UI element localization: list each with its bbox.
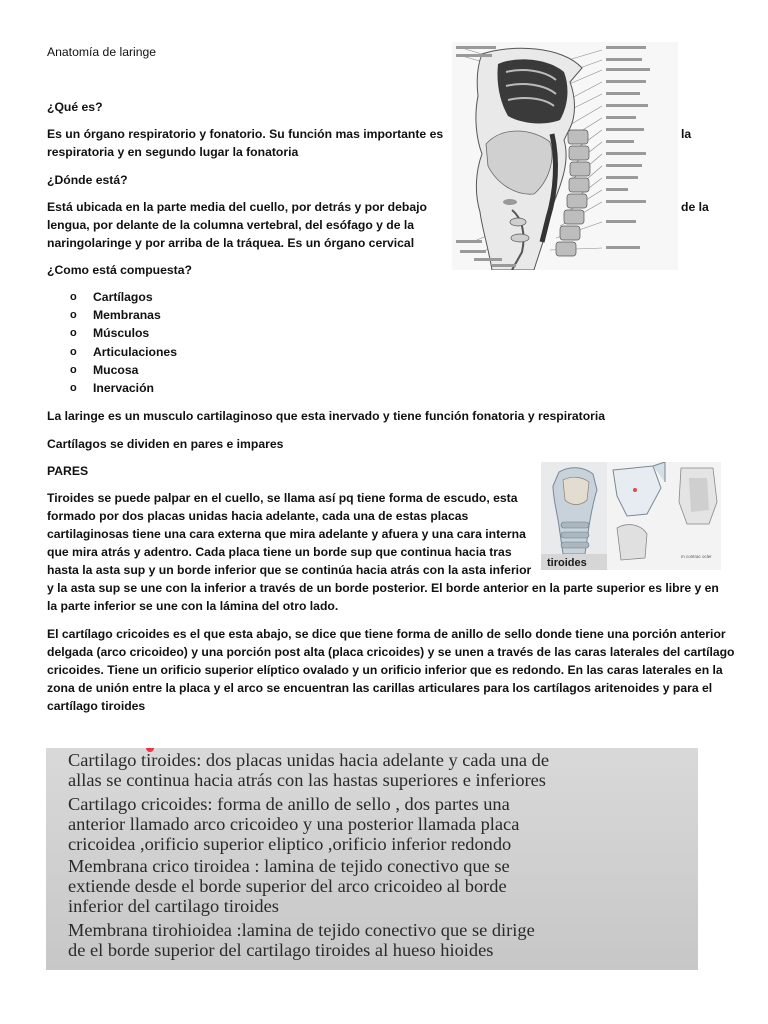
heading-como-compuesta: ¿Como está compuesta? (47, 263, 192, 277)
paragraph-laringe-musculo: La laringe es un musculo cartilaginoso que esta inervado y tiene función fonatoria y respiratoria (47, 409, 606, 423)
bullet-icon: o (70, 345, 77, 358)
heading-que-es: ¿Qué es? (47, 100, 103, 114)
heading-pares: PARES (47, 464, 89, 478)
notes-line: Membrana crico tiroidea : lamina de tejido conectivo que se (68, 856, 510, 876)
list-item-label: Articulaciones (93, 344, 177, 359)
larynx-sagittal-illustration (452, 42, 678, 270)
paragraph-tiroides-line5: hasta la asta sup y un borde inferior que se continúa hacia atrás con la asta inferior (47, 563, 532, 577)
paragraph-tiroides-line7: la parte inferior se une con la lámina del otro lado. (47, 599, 339, 613)
notes-line: inferior del cartilago tiroides (68, 896, 279, 916)
paragraph-donde-line2: lengua, por delante de la columna vertebral, del esófago y de la (47, 218, 415, 232)
notes-line: cricoidea ,orificio superior eliptico ,orificio inferior redondo (68, 834, 512, 854)
paragraph-tiroides-line1: Tiroides se puede palpar en el cuello, se llama así pq tiene forma de escudo, esta (47, 491, 518, 505)
paragraph-que-es-line1: Es un órgano respiratorio y fonatorio. Su función mas importante es (47, 127, 444, 141)
list-item-label: Cartílagos (93, 290, 153, 304)
notes-line: de el borde superior del cartilago tiroides al hueso hioides (68, 940, 494, 960)
notes-line: allas se continua hacia atrás con las hastas superiores e inferiores (68, 770, 546, 790)
list-item-label: Músculos (93, 326, 150, 341)
paragraph-cartilagos-division: Cartílagos se dividen en pares e impares (47, 437, 284, 451)
larynx-sagittal-drawing (452, 42, 678, 270)
paragraph-donde-line1-end: de la (681, 200, 709, 214)
notes-line: Cartilago cricoides: forma de anillo de sello , dos partes una (68, 794, 510, 814)
paragraph-donde-line3: naringolaringe y por arriba de la tráquea. Es un órgano cervical (47, 236, 415, 250)
tiroides-figure-label: tiroides (547, 557, 587, 569)
bullet-icon: o (70, 381, 77, 394)
notes-line: anterior llamado arco cricoideo y una posterior llamada placa (68, 814, 520, 834)
notes-line: Cartilago tiroides: dos placas unidas hacia adelante y cada una de (68, 750, 550, 770)
paragraph-donde-line1: Está ubicada en la parte media del cuello, por detrás y por debajo (47, 200, 427, 214)
notes-line: extiende desde el borde superior del arco cricoideo al borde (68, 876, 507, 896)
paragraph-tiroides-line6: y la asta sup se une con la inferior a través de un borde posterior. El borde anterior en la parte superior es libre y en (47, 581, 719, 595)
paragraph-que-es-line1-end: la (681, 127, 692, 141)
paragraph-tiroides-line2: formado por dos placas unidas hacia adelante, cada una de estas placas (47, 509, 469, 523)
paragraph-cricoides-line5: cartílago tiroides (47, 699, 146, 713)
tiroides-drawing (541, 462, 721, 570)
paragraph-cricoides-line1: El cartílago cricoides es el que esta abajo, se dice que tiene forma de anillo de sello donde tiene una porción anterior (47, 627, 726, 641)
tiroides-small-caption: m contrac ocler (681, 554, 712, 559)
list-item-label: Membranas (93, 308, 161, 323)
bullet-icon: o (70, 291, 77, 303)
bullet-icon: o (70, 363, 77, 376)
bullet-icon: o (70, 309, 77, 322)
tiroides-figure (541, 462, 721, 570)
list-item-label: Inervación (93, 380, 154, 395)
paragraph-cricoides-line2: delgada (arco cricoideo) y una porción post alta (placa cricoides) y se unen a través de las caras laterales del cartílago (47, 645, 735, 659)
paragraph-cricoides-line4: zona de unión entre la placa y el arco se encuentran las carillas articulares para los cartílagos aritenoides y para el (47, 681, 713, 695)
paragraph-tiroides-line3: cartilaginosas tiene una cara externa que mira adelante y afuera y una cara interna (47, 527, 526, 541)
paragraph-que-es-line2: respiratoria y en segundo lugar la fonatoria (47, 145, 299, 159)
doc-title: Anatomía de laringe (47, 45, 157, 59)
heading-donde-esta: ¿Dónde está? (47, 173, 128, 187)
paragraph-cricoides-line3: cricoides. Tiene un orificio superior elíptico ovalado y un orificio inferior que es redondo. En las caras laterales en la (47, 663, 723, 677)
bullet-icon: o (70, 327, 77, 340)
paragraph-tiroides-line4: que mira atrás y adentro. Cada placa tiene un borde sup que continua hacia tras (47, 545, 512, 559)
list-item-label: Mucosa (93, 362, 139, 377)
notes-line: Membrana tirohioidea :lamina de tejido conectivo que se dirige (68, 920, 535, 940)
cartilage-notes-image (46, 748, 698, 970)
